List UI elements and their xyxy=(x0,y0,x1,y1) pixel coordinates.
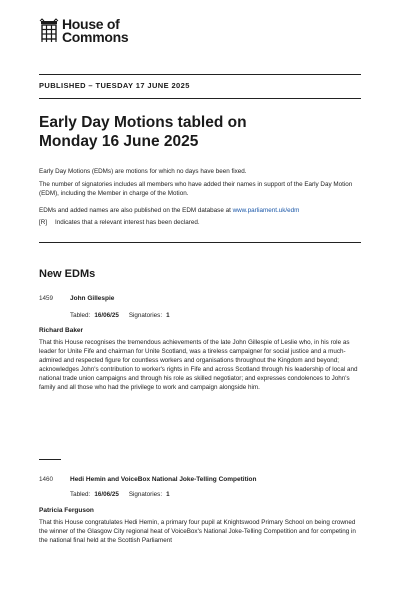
title-line-2: Monday 16 June 2025 xyxy=(39,133,199,150)
signatories-count: 1 xyxy=(166,491,170,498)
divider xyxy=(39,459,61,460)
relevant-interest-code: [R] xyxy=(39,219,48,226)
edm-text: That this House recognises the tremendous achievements of the late John Gillespie of Leslie who, in his role as leader for Unite Fife and chairman for Unite Scotland, was a tireless campaigner for social justice and a much-admired and respected figure for countless workers and organisations throughout the Kingdom and beyond; acknowledges John's contribution to worker's rights in Fife and across Scotland through his leadership of local and national trade union campaigns and through his role as skilled negotiator; and expresses condolences to John's family and all those who had the privilege to work and campaign alongside him. xyxy=(39,339,358,391)
tabled-date: 16/06/25 xyxy=(94,312,119,319)
edm-number: 1459 xyxy=(39,295,54,302)
divider xyxy=(39,98,361,99)
logo-wordmark xyxy=(62,18,128,44)
edm-database-link[interactable]: www.parliament.uk/edm xyxy=(232,207,300,214)
signatories-label: Signatories: xyxy=(128,491,163,498)
published-date: PUBLISHED – TUESDAY 17 JUNE 2025 xyxy=(39,81,190,90)
tabled-label: Tabled: xyxy=(70,312,91,319)
page-title xyxy=(39,113,361,151)
title-line-1: Early Day Motions tabled on xyxy=(39,114,247,131)
divider xyxy=(39,74,361,75)
edm-number: 1460 xyxy=(39,476,54,483)
intro-paragraph xyxy=(39,218,369,227)
logo-line-2: Commons xyxy=(62,29,129,45)
tabled-date: 16/06/25 xyxy=(94,491,119,498)
edm-meta xyxy=(70,312,170,319)
house-of-commons-logo xyxy=(39,18,128,44)
edm-title: John Gillespie xyxy=(70,295,115,302)
logo-line-1: House of xyxy=(62,16,120,32)
edm-meta xyxy=(70,491,170,498)
intro-paragraph: Early Day Motions (EDMs) are motions for which no days have been fixed. xyxy=(39,168,247,175)
signatories-count: 1 xyxy=(166,312,170,319)
edm-member: Patricia Ferguson xyxy=(39,507,94,514)
divider xyxy=(39,242,361,243)
intro-paragraph xyxy=(39,206,369,215)
portcullis-icon xyxy=(39,18,59,44)
edm-text: That this House congratulates Hedi Hemin, a primary four pupil at Knightswood Primary School on being crowned the winner of the Glasgow City regional heat of VoiceBox's National Joke-Telling Competition and for competing in the national final held at the Scottish Parliament xyxy=(39,519,356,544)
tabled-label: Tabled: xyxy=(70,491,91,498)
signatories-label: Signatories: xyxy=(128,312,163,319)
intro-paragraph: The number of signatories includes all members who have added their names in support of the Early Day Motion (EDM), including the Member in charge of the Motion. xyxy=(39,181,353,197)
relevant-interest-text: Indicates that a relevant interest has been declared. xyxy=(55,219,200,226)
edm-title: Hedi Hemin and VoiceBox National Joke-Telling Competition xyxy=(70,476,257,483)
section-heading: New EDMs xyxy=(39,268,96,280)
intro-text: EDMs and added names are also published on the EDM database at xyxy=(39,207,233,214)
edm-member: Richard Baker xyxy=(39,327,84,334)
